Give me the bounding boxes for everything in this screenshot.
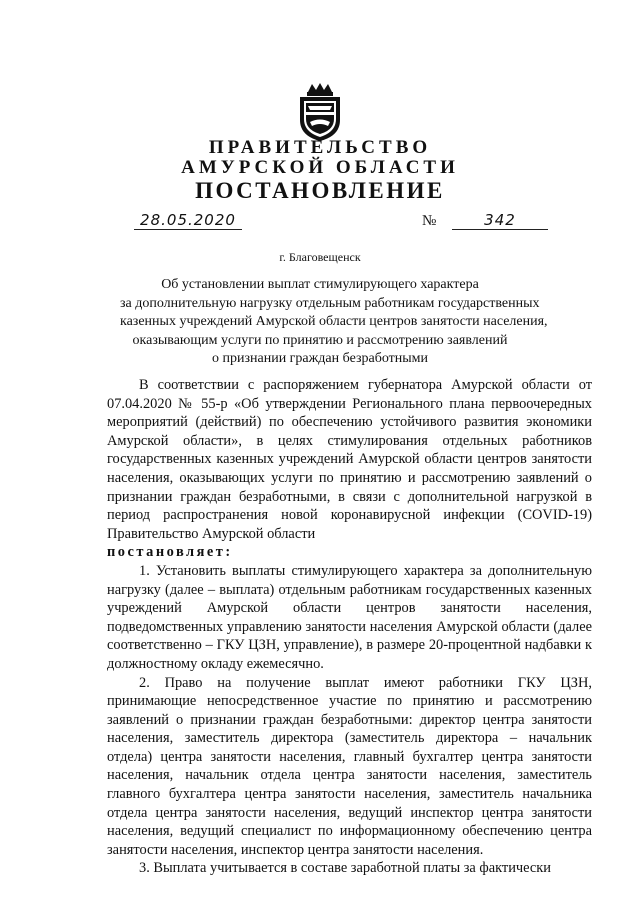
org-name-line2: АМУРСКОЙ ОБЛАСТИ [181,157,459,178]
title-line: Об установлении выплат стимулирующего характера [161,277,479,292]
preamble-paragraph: В соответствии с распоряжением губернатора Амурской области от 07.04.2020 № 55-р «Об утверждении Регионального плана первоочередных мероприятий (действий) по обеспечению устойчивого развития экономики Амурской области», в целях стимулирования отдельных работников государственных казенных учреждений Амурской области центров занятости населения, оказывающих услуги по принятию и рассмотрению заявлений о признании граждан безработными, в связи с дополнительной нагрузкой в период распространения новой коронавирусной инфекции (COVID-19) Правительство Амурской области [107,377,592,542]
clause-2: 2. Право на получение выплат имеют работники ГКУ ЦЗН, принимающие непосредственное участие по принятию и рассмотрению заявлений о признании граждан безработными: директор центра занятости населения, заместитель директора (заместитель директора – начальник отдела) центра занятости населения, главный бухгалтер центра занятости населения, начальник отдела центра занятости населения, заместитель главного бухгалтера центра занятости населения, заместитель начальника отдела центра занятости населения, ведущий инспектор центра занятости населения, ведущий специалист по информационному обеспечению центра занятости населения, инспектор центра занятости населения. [107,674,592,858]
title-line: за дополнительную нагрузку отдельным работникам государственных [120,295,540,311]
document-body [107,376,592,878]
document-number: 342 [452,211,548,230]
title-line: казенных учреждений Амурской области центров занятости населения, [120,314,548,329]
title-line: о признании граждан безработными [211,351,429,366]
document-city: г. Благовещенск [279,250,361,264]
coat-of-arms-icon [294,82,346,142]
number-label: № [422,213,437,229]
resolution-keyword: постановляет: [107,544,233,561]
document-title [120,276,548,369]
document-type: ПОСТАНОВЛЕНИЕ [195,178,445,203]
clause-3: 3. Выплата учитывается в составе заработной платы за фактически [139,860,551,877]
org-name-line1: ПРАВИТЕЛЬСТВО [208,137,432,158]
clause-1: 1. Установить выплаты стимулирующего характера за дополнительную нагрузку (далее – выплата) отдельным работникам государственных казенных учреждений Амурской области центров занятости населения, подведомственных управлению занятости населения Амурской области (далее соответственно – ГКУ ЦЗН, управление), в размере 20-процентной надбавки к должностному окладу ежемесячно. [107,562,592,672]
document-date: 28.05.2020 [134,211,242,230]
title-line: оказывающим услуги по принятию и рассмотрению заявлений [132,332,508,348]
